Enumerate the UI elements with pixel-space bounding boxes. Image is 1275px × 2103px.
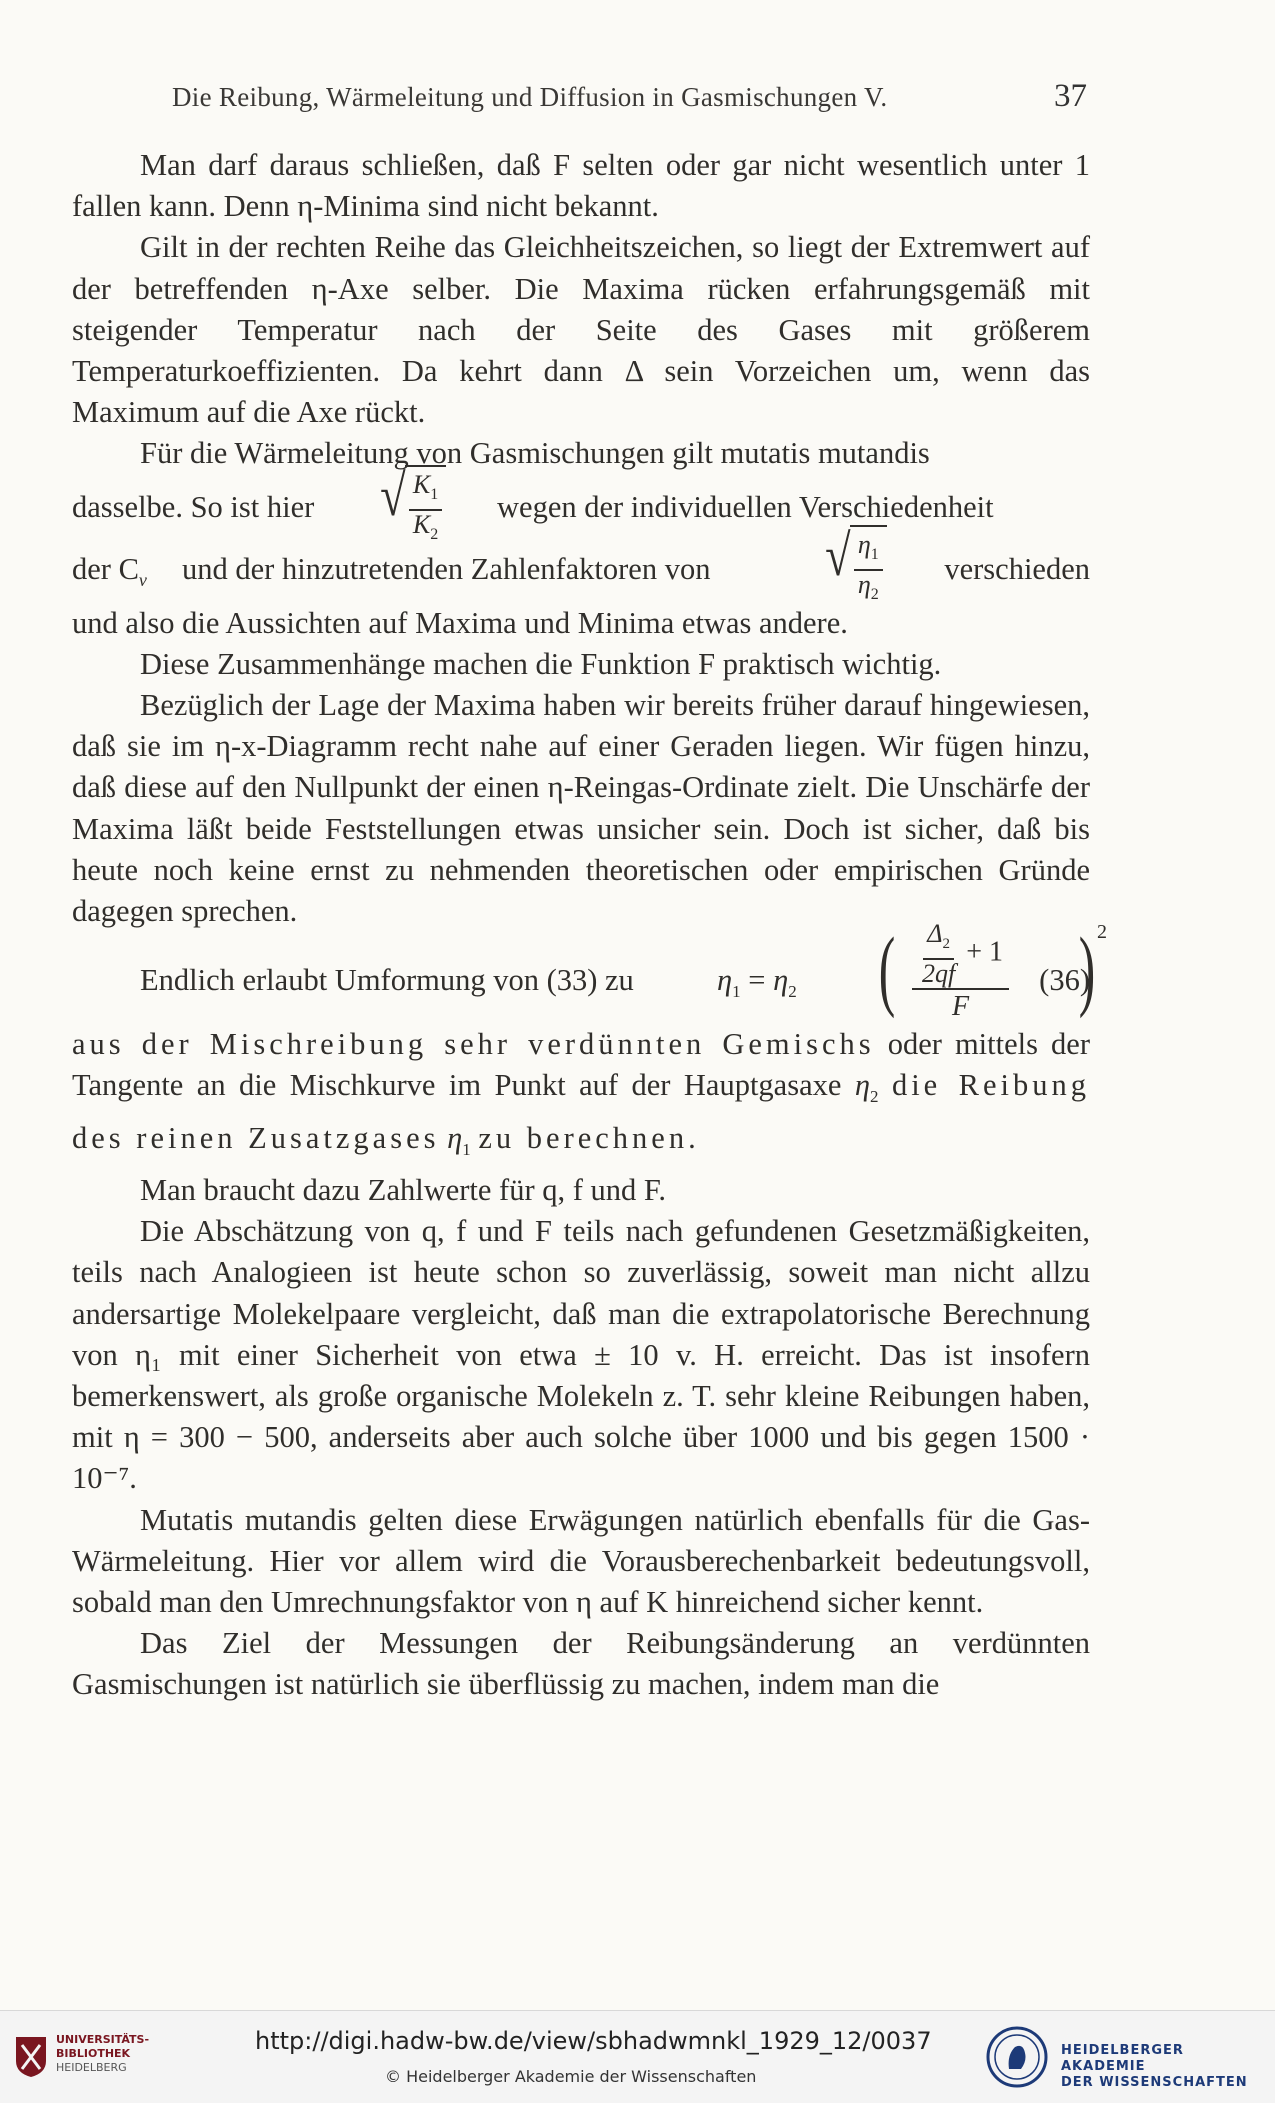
copyright-notice: © Heidelberger Akademie der Wissenschaften [385,2067,757,2086]
library-shield-icon [14,2035,48,2079]
running-head [72,78,1087,118]
formula-line-eta-ratio [72,522,1090,603]
library-logo[interactable] [14,2029,150,2085]
right-paren: ) [1078,920,1096,1020]
text-endlich: Endlich erlaubt Umformung von (33) zu [140,963,634,998]
formula-line-k-ratio [72,462,1090,543]
equation-exponent: 2 [1097,921,1107,944]
paragraph-3-line-1: Für die Wärmeleitung von Gasmischungen gilt mutatis mutandis [140,436,930,471]
paragraph-2: Gilt in der rechten Reihe das Gleichheitszeichen, so liegt der Extremwert auf der betreffenden η-Axe selber. Die Maxima rücken erfahrungsgemäß mit steigender Temperatur nach der Seite des Gases mit größerem Temperaturkoeffizienten. Da kehrt dann Δ sein Vorzeichen um, wenn das Maximum auf die Axe rückt. [72,230,1090,430]
text-wegen: wegen der individuellen Verschiedenheit [497,489,994,524]
library-name: UNIVERSITÄTS- BIBLIOTHEK HEIDELBERG [56,2033,150,2074]
page-number: 37 [1054,78,1087,114]
equation-number: (36) [1039,963,1090,998]
equation-fraction: $\frac{\Delta_2}{2qf}$ + 1 F [912,920,1009,1024]
body-text [72,145,1107,1706]
paragraph-10: Das Ziel der Messungen der Reibungsänderung an verdünnten Gasmischungen ist natürlich sie überflüssig zu machen, indem man die [72,1626,1090,1702]
text-verschieden: verschieden [944,551,1090,586]
sqrt-eta-ratio: √ $\frac{\eta_1}{\eta_2}$ [822,525,887,609]
paragraph-3-last: und also die Aussichten auf Maxima und Minima etwas andere. [72,605,848,640]
sqrt-k-ratio: √ $\frac{K_1}{K_2}$ [377,465,446,549]
text-dasselbe: dasselbe. So ist hier [72,489,315,524]
paragraph-8: Die Abschätzung von q, f und F teils nach gefundenen Gesetzmäßigkeiten, teils nach Analogieen ist heute schon so zuverlässig, soweit man nicht allzu andersartige Molekelpaare vergleicht, daß man die extrapolatorische Berechnung von η₁ mit einer Sicherheit von etwa ± 10 v. H. erreicht. Das ist insofern bemerkenswert, als große organische Molekeln z. T. sehr kleine Reibungen haben, mit η = 300 − 500, anderseits aber auch solche über 1000 und bis gegen 1500 · 10⁻⁷. [72,1214,1090,1496]
permalink-url[interactable]: http://digi.hadw-bw.de/view/sbhadwmnkl_1929_12/0037 [255,2027,932,2055]
equation-lhs: $\eta_1 = \eta_2$ [717,963,797,1002]
academy-logo[interactable] [985,2025,1265,2089]
footer-bar [0,2010,1275,2103]
equation-36-line [72,919,1107,1024]
paragraph-4: Diese Zusammenhänge machen die Funktion F praktisch wichtig. [140,646,942,681]
academy-seal-icon [985,2025,1049,2089]
paragraph-5: Bezüglich der Lage der Maxima haben wir bereits früher darauf hingewiesen, daß sie im η-x-Diagramm recht nahe auf einer Geraden liegen. Wir fügen hinzu, daß diese auf den Nullpunkt der einen η-Reingas-Ordinate zielt. Die Unschärfe der Maxima läßt beide Feststellungen etwas unsicher sein. Doch ist sicher, daß bis heute noch keine ernst zu nehmenden theoretischen oder empirischen Gründe dagegen sprechen. [72,688,1090,929]
running-head-title: Die Reibung, Wärmeleitung und Diffusion in Gasmischungen V. [172,82,888,112]
paragraph-7: Man braucht dazu Zahlwerte für q, f und F. [140,1173,667,1208]
text-zahlenfaktoren: und der hinzutretenden Zahlenfaktoren von [182,551,711,586]
text-cv: der $C_v$ [72,551,147,590]
paragraph-1: Man darf daraus schließen, daß F selten oder gar nicht wesentlich unter 1 fallen kann. Denn η-Minima sind nicht bekannt. [72,148,1090,224]
academy-name: HEIDELBERGER AKADEMIE DER WISSENSCHAFTEN [1061,2043,1248,2090]
left-paren: ( [878,920,896,1020]
paragraph-9: Mutatis mutandis gelten diese Erwägungen natürlich ebenfalls für die Gas-Wärmeleitung. Hier vor allem wird die Vorausberechenbarkeit bedeutungsvoll, sobald man den Umrechnungsfaktor von η auf K hinreichend sicher kennt. [72,1502,1090,1620]
paragraph-6-continuation: aus der Mischreibung sehr verdünnten Gemischs oder mittels der Tangente an die Mischkurve im Punkt auf der Hauptgasaxe $\eta_2$ die Reibung des reinen Zusatzgases $\eta_1$ zu berechnen. [72,1027,1091,1159]
